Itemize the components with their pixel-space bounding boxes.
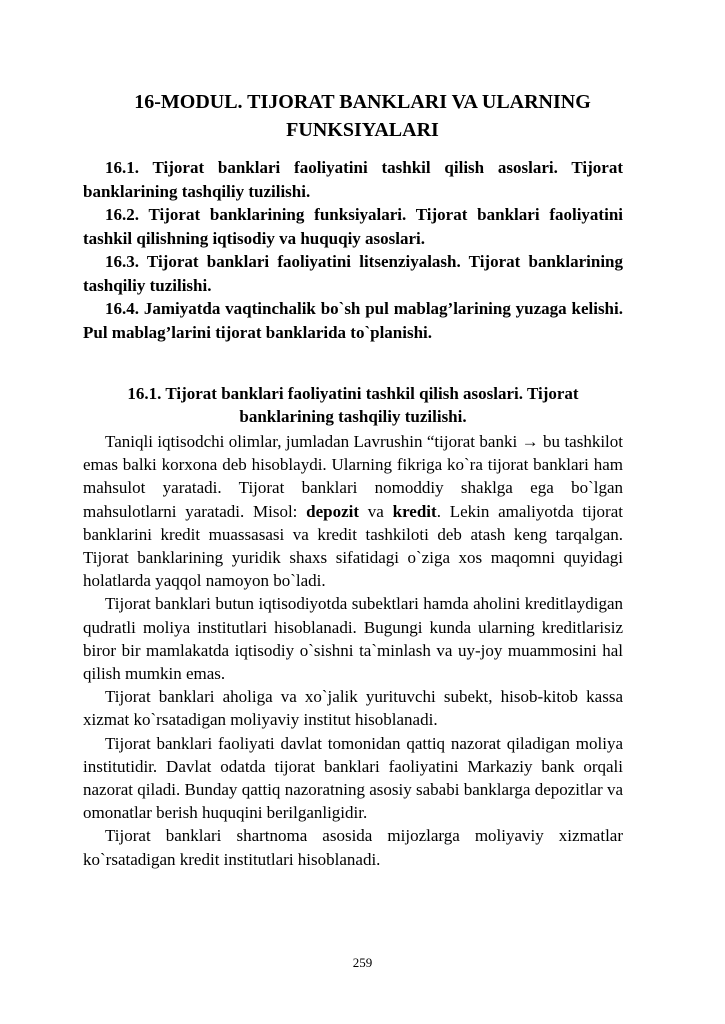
paragraph-text: Taniqli iqtisodchi olimlar, jumladan Lavrushin “tijorat banki → bu tashkilot emas balki korxona deb hisoblaydi. Ularning fikriga ko`ra tijorat banklari ham mahsulot yaratadi. Tijorat banklari nomoddiy shaklga ega bo`lgan mahsulotlarni yaratadi. Misol: [83,432,623,521]
contents-item: 16.2. Tijorat banklarining funksiyalari. Tijorat banklari faoliyatini tashkil qilishning iqtisodiy va huquqiy asoslari. [83,205,623,248]
paragraph [83,430,623,592]
contents-item: 16.4. Jamiyatda vaqtinchalik bo`sh pul mablag’larining yuzaga kelishi. Pul mablag’larini tijorat banklarida to`planishi. [83,299,623,342]
paragraph: Tijorat banklari shartnoma asosida mijozlarga moliyaviy xizmatlar ko`rsatadigan kredit institutlari hisoblanadi. [83,826,623,869]
paragraph-text: . Lekin amaliyotda tijorat banklarini kredit muassasasi va kredit tashkiloti deb atash keng tarqalgan. Tijorat banklarining yuridik shaxs sifatidagi o`ziga xos maqomni quyidagi holatlarda yaqqol namoyon bo`ladi. [83,501,623,591]
section-heading-line-2: banklarining tashqiliy tuzilishi. [239,407,467,426]
contents-item: 16.3. Tijorat banklari faoliyatini litsenziyalash. Tijorat banklarining tashqiliy tuzilishi. [83,252,623,295]
page-number: 259 [352,955,373,970]
section-16-1 [83,382,623,871]
module-contents-list [83,156,623,344]
section-body [83,430,623,871]
paragraph: Tijorat banklari butun iqtisodiyotda subektlari hamda aholini kreditlaydigan qudratli moliya institutlari hisoblanadi. Bugungi kunda ularning kreditlarisiz biror bir mamlakatda iqtisodiy o`sishni ta`minlash va uy-joy muammosini hal qilish mumkin emas. [83,594,623,684]
term-kredit: kredit [392,501,437,521]
paragraph: Tijorat banklari faoliyati davlat tomonidan qattiq nazorat qiladigan moliya institutidir. Davlat odatda tijorat banklari faoliyatini Markaziy bank orqali nazorat qiladi. Bunday qattiq nazoratning asosiy sababi banklarga depozitlar va omonatlar berish huquqini berilganligidir. [83,733,623,823]
contents-item: 16.1. Tijorat banklari faoliyatini tashkil qilish asoslari. Tijorat banklarining tashqiliy tuzilishi. [83,158,623,201]
module-title [0,88,725,144]
section-heading-line-1: 16.1. Tijorat banklari faoliyatini tashkil qilish asoslari. Tijorat [127,384,579,403]
module-title-line-2: FUNKSIYALARI [286,119,439,141]
term-depozit: depozit [306,501,360,521]
section-heading [83,382,623,428]
module-title-line-1: 16-MODUL. TIJORAT BANKLARI VA ULARNING [134,91,591,113]
paragraph: Tijorat banklari aholiga va xo`jalik yurituvchi subekt, hisob-kitob kassa xizmat ko`rsatadigan moliyaviy institut hisoblanadi. [83,687,623,730]
paragraph-text: va [359,501,393,521]
